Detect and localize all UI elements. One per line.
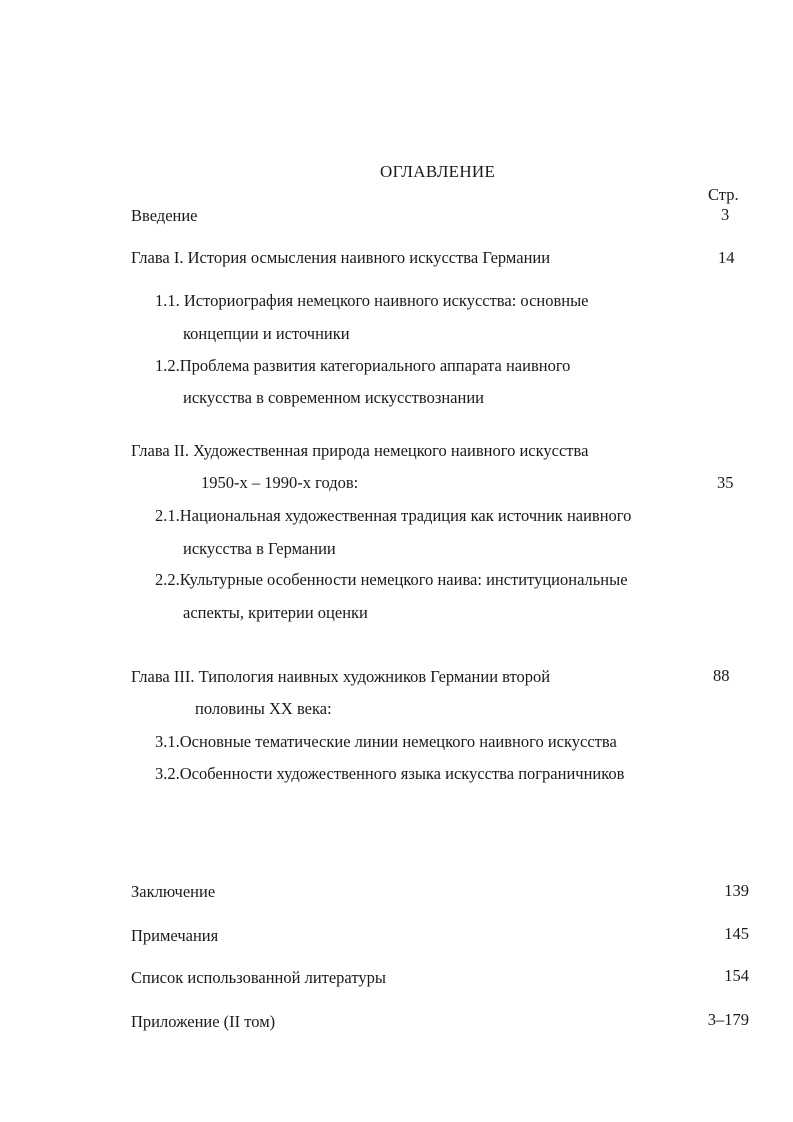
toc-intro-label: Введение bbox=[131, 206, 198, 225]
toc-title: ОГЛАВЛЕНИЕ bbox=[380, 162, 496, 181]
toc-bibliography-page: 154 bbox=[724, 966, 749, 985]
toc-section-1-2-line2: искусства в современном искусствознании bbox=[183, 388, 484, 407]
toc-chapter3-title-line2: половины XX века: bbox=[195, 699, 332, 718]
toc-notes-label: Примечания bbox=[131, 926, 219, 945]
toc-chapter3-title-line1: Глава III. Типология наивных художников Германии второй bbox=[131, 667, 551, 686]
toc-chapter1-page: 14 bbox=[718, 248, 735, 267]
toc-chapter3-page: 88 bbox=[713, 666, 730, 685]
toc-bibliography-label: Список использованной литературы bbox=[131, 968, 386, 987]
toc-section-2-1-line1: 2.1.Национальная художественная традиция как источник наивного bbox=[155, 506, 632, 525]
toc-conclusion-label: Заключение bbox=[131, 882, 216, 901]
toc-section-2-1-line2: искусства в Германии bbox=[183, 539, 336, 558]
page-column-label: Стр. bbox=[708, 185, 739, 204]
toc-chapter2-page: 35 bbox=[717, 473, 734, 492]
toc-section-2-2-line2: аспекты, критерии оценки bbox=[183, 603, 368, 622]
toc-conclusion-page: 139 bbox=[724, 881, 749, 900]
toc-chapter2-title-line1: Глава II. Художественная природа немецкого наивного искусства bbox=[131, 441, 589, 460]
toc-section-1-2-line1: 1.2.Проблема развития категориального аппарата наивного bbox=[155, 356, 571, 375]
toc-appendix-label: Приложение (II том) bbox=[131, 1012, 276, 1031]
toc-appendix-page: 3–179 bbox=[707, 1010, 749, 1029]
toc-section-1-1-line1: 1.1. Историография немецкого наивного искусства: основные bbox=[155, 291, 589, 310]
toc-section-2-2-line1: 2.2.Культурные особенности немецкого наива: институциональные bbox=[155, 570, 628, 589]
toc-section-1-1-line2: концепции и источники bbox=[183, 324, 350, 343]
toc-intro-page: 3 bbox=[721, 205, 730, 224]
toc-notes-page: 145 bbox=[724, 924, 749, 943]
toc-chapter2-title-line2: 1950-х – 1990-х годов: bbox=[201, 473, 359, 492]
toc-section-3-2: 3.2.Особенности художественного языка искусства пограничников bbox=[155, 764, 625, 783]
toc-section-3-1: 3.1.Основные тематические линии немецкого наивного искусства bbox=[155, 732, 617, 751]
toc-chapter1-title: Глава I. История осмысления наивного искусства Германии bbox=[131, 248, 551, 267]
